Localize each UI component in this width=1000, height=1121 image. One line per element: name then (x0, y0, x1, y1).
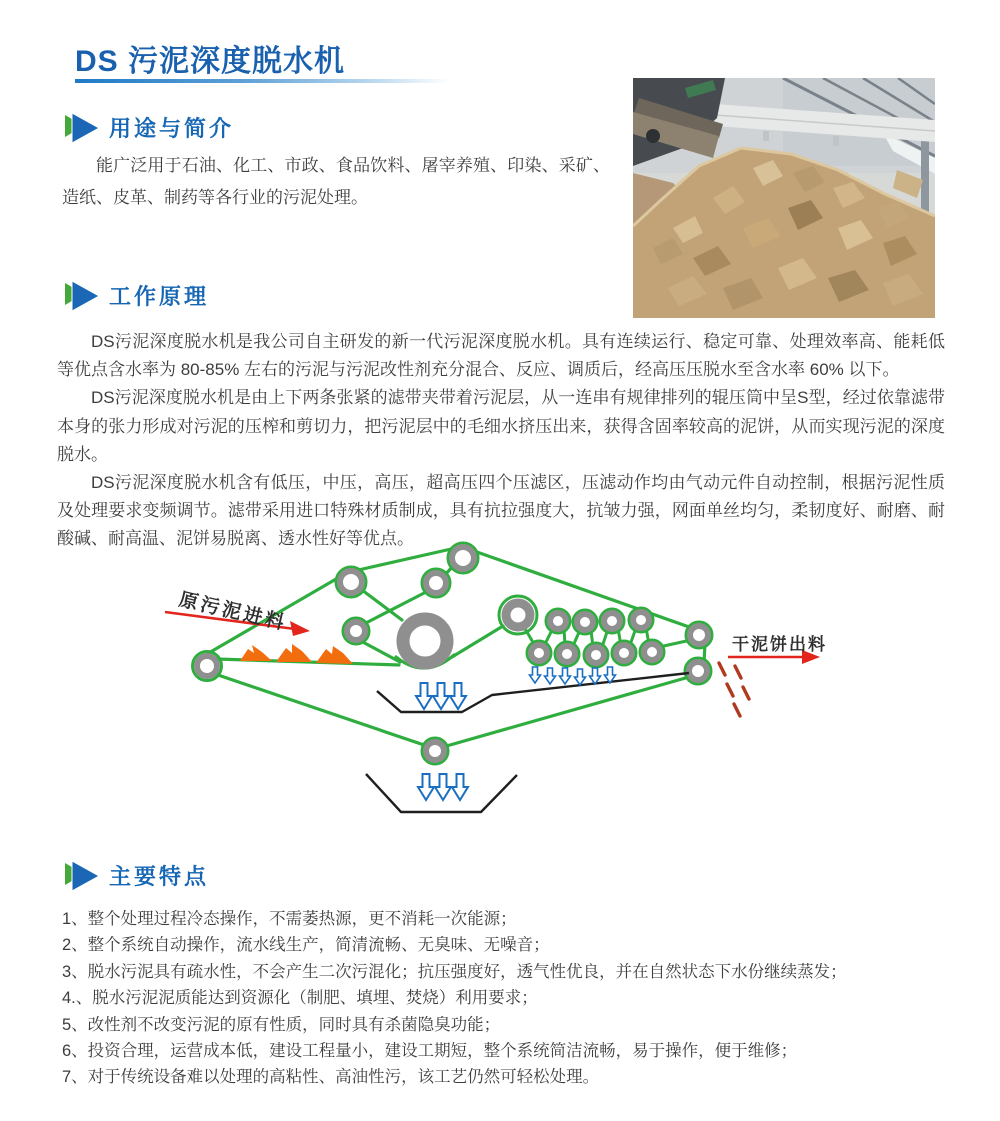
feature-item: 2、整个系统自动操作，流水线生产，简清流畅、无臭味、无噪音； (62, 936, 550, 955)
double-triangle-arrow-icon (63, 858, 101, 892)
section-principle-header (63, 278, 209, 312)
feature-item: 4.、脱水污泥泥质能达到资源化（制肥、填埋、焚烧）利用要求； (62, 989, 538, 1008)
features-list (62, 906, 944, 1091)
principle-paragraph: DS污泥深度脱水机是我公司自主研发的新一代污泥深度脱水机。具有连续运行、稳定可靠、处理效率高、能耗低等优点含水率为 80-85% 左右的污泥与污泥改性剂充分混合、反应、调质后，经高压压脱水至含水率 60% 以下。 (57, 332, 945, 380)
feature-item: 7、对于传统设备难以处理的高粘性、高油性污，该工艺仍然可轻松处理。 (62, 1068, 600, 1087)
feature-item: 6、投资合理，运营成本低，建设工程量小，建设工期短，整个系统简洁流畅，易于操作，便于维修； (62, 1042, 798, 1061)
rollers (193, 543, 713, 764)
intro-paragraph: 能广泛用于石油、化工、市政、食品饮料、屠宰养殖、印染、采矿、造纸、皮革、制药等各行业的污泥处理。 (62, 156, 610, 207)
double-triangle-arrow-icon (63, 278, 101, 312)
cake-dashes (719, 663, 749, 716)
section-features-title: 主要特点 (109, 863, 210, 889)
feature-item: 5、改性剂不改变污泥的原有性质，同时具有杀菌隐臭功能； (62, 1015, 501, 1034)
sludge-feed-piles (240, 644, 353, 664)
section-features-header (63, 858, 209, 892)
output-label: 干泥饼出料 (732, 635, 827, 654)
feature-item: 1、整个处理过程冷态操作，不需萎热源，更不消耗一次能源； (62, 910, 517, 928)
product-photo (633, 78, 935, 318)
section-principle-title: 工作原理 (109, 283, 210, 309)
belt-press-diagram (140, 533, 860, 843)
double-triangle-arrow-icon (63, 110, 101, 144)
page-title: DS 污泥深度脱水机 (75, 45, 346, 78)
feed-label: 原污泥进料 (176, 589, 289, 635)
principle-paragraphs (57, 328, 945, 554)
section-intro-title: 用途与简介 (109, 115, 235, 141)
water-drain-arrows (416, 667, 616, 800)
principle-paragraph: DS污泥深度脱水机含有低压，中压，高压，超高压四个压滤区，压滤动作均由气动元件自动控制，根据污泥性质及处理要求变频调节。滤带采用进口特殊材质制成，具有抗拉强度大，抗皱力强，网面单丝均匀，柔韧度好、耐磨、耐酸碱、耐高温、泥饼易脱离、透水性好等优点。 (57, 473, 945, 549)
section-intro-header (63, 110, 234, 144)
feature-item: 3、脱水污泥具有疏水性，不会产生二次污混化；抗压强度好，透气性优良，并在自然状态下水份继续蒸发； (62, 962, 847, 981)
principle-paragraph: DS污泥深度脱水机是由上下两条张紧的滤带夹带着污泥层，从一连串有规律排列的辊压筒中呈S型，经过依靠滤带本身的张力形成对污泥的压榨和剪切力，把污泥层中的毛细水挤压出来，获得含固率较高的泥饼，从而实现污泥的深度脱水。 (57, 388, 945, 464)
title-underline (75, 79, 449, 83)
